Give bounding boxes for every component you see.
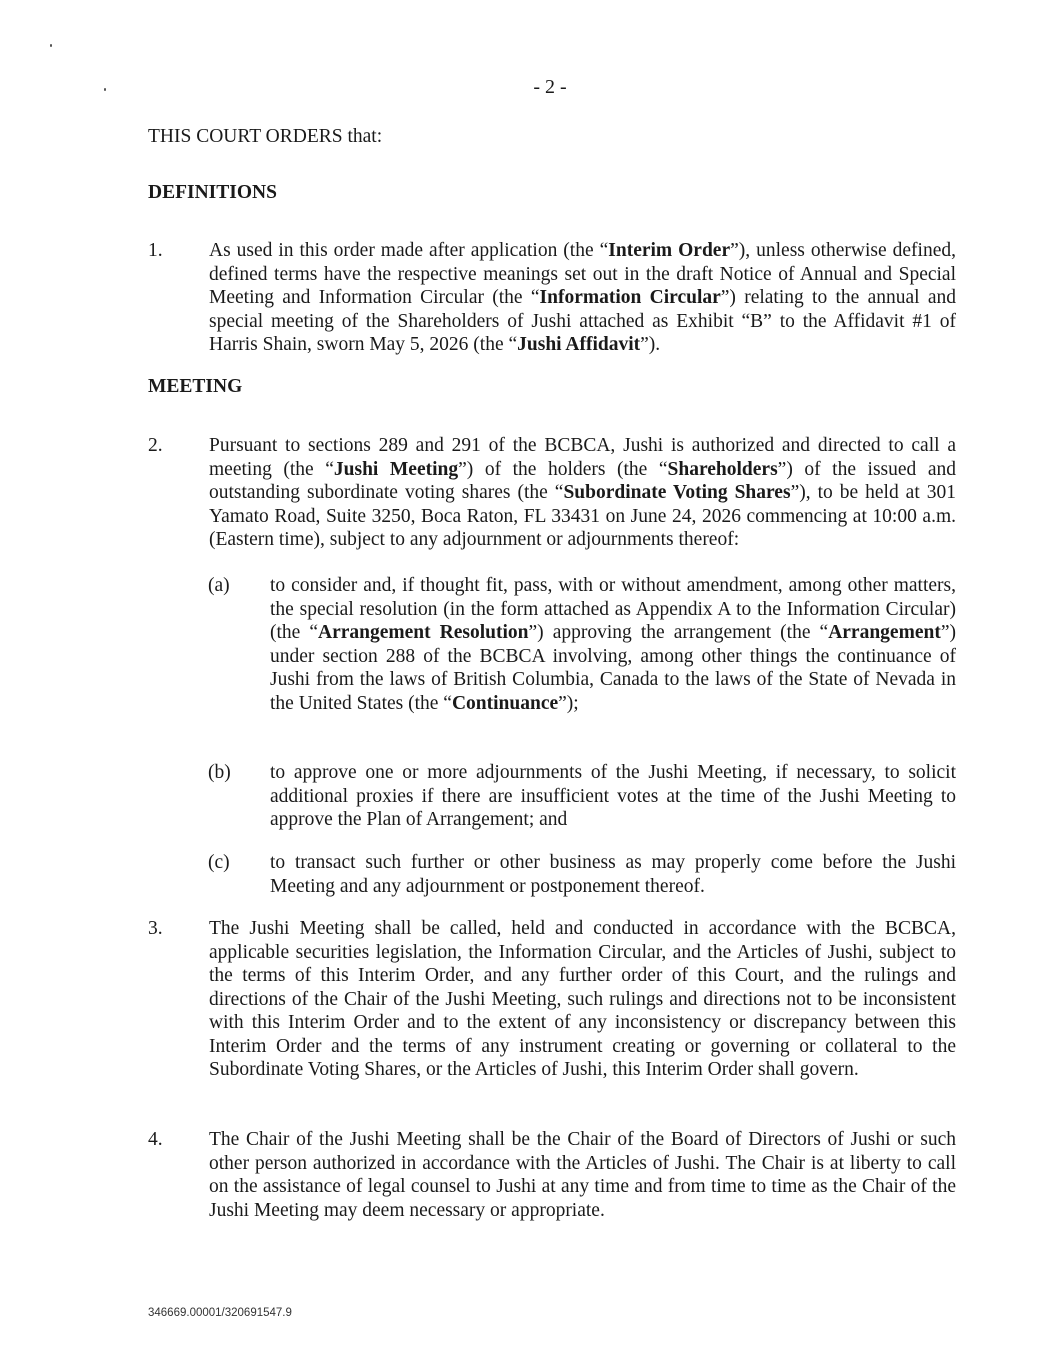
defined-term: Jushi Meeting — [333, 458, 459, 480]
defined-term: Subordinate Voting Shares — [563, 482, 791, 503]
document-reference-footer: 346669.00001/320691547.9 — [148, 1307, 292, 1319]
paragraph-number: 1. — [148, 240, 163, 261]
defined-term: Information Circular — [539, 287, 721, 308]
defined-term: Arrangement Resolution — [318, 622, 529, 643]
subparagraph-number: (b) — [208, 762, 231, 783]
subparagraph-number: (a) — [208, 575, 230, 596]
page-number: - 2 - — [533, 76, 567, 98]
defined-term: Shareholders — [667, 458, 778, 480]
text-run: to consider and, if thought fit, pass, with or without amendment, among other matters, the special resolution (in the form attached as Appendix A to the Information Circular) (the “ — [270, 575, 956, 643]
subparagraph-a — [208, 574, 956, 715]
text-run: ”) approving the arrangement (the “ — [528, 622, 829, 643]
subparagraph-c — [208, 851, 956, 898]
subparagraph-text: to approve one or more adjournments of the Jushi Meeting, if necessary, to solicit additional proxies if there are insufficient votes at the time of the Jushi Meeting to approve the Plan of Arrangement; and — [270, 762, 956, 830]
paragraph-number: 3. — [148, 918, 163, 939]
subparagraph-number: (c) — [208, 852, 230, 873]
scan-speck — [50, 44, 52, 47]
defined-term: Continuance — [451, 692, 559, 714]
subparagraph-text: to transact such further or other business as may properly come before the Jushi Meeting and any adjournment or postponement thereof. — [270, 852, 956, 897]
paragraph-4 — [148, 1128, 956, 1222]
paragraph-text: The Chair of the Jushi Meeting shall be the Chair of the Board of Directors of Jushi or such other person authorized in accordance with the Articles of Jushi. The Chair is at liberty to call on the assistance of legal counsel to Jushi at any time and from time to time as the Chair of the Jushi Meeting may deem necessary or appropriate. — [209, 1129, 956, 1221]
paragraph-number: 4. — [148, 1129, 163, 1150]
paragraph-2 — [148, 434, 956, 552]
paragraph-text — [209, 239, 956, 357]
text-run: ”) relating to the annual and special meeting of the Shareholders of Jushi attached as Exhibit “B” to the Affidavit #1 of Harris Shain, sworn May 5, 2026 (the “ — [209, 287, 956, 355]
heading-meeting: MEETING — [148, 376, 243, 397]
text-run: ”), to be held at 301 Yamato Road, Suite 3250, Boca Raton, FL 33431 on June 24, 2026 commencing at 10:00 a.m. (Eastern time), subject to any adjournment or adjournments thereof: — [209, 482, 956, 550]
paragraph-1 — [148, 239, 956, 357]
text-run: ”) of the holders (the “ — [458, 458, 668, 480]
defined-term: Jushi Affidavit — [517, 334, 641, 355]
paragraph-3 — [148, 917, 956, 1082]
paragraph-text: The Jushi Meeting shall be called, held and conducted in accordance with the BCBCA, applicable securities legislation, the Information Circular, and the Articles of Jushi, subject to the terms of this Interim Order, and any further order of this Court, and the rulings and directions of the Chair of the Jushi Meeting, such rulings and directions not to be inconsistent with this Interim Order and to the extent of any inconsistency or discrepancy between this Interim Order and the terms of any instrument creating or governing or collateral to the Subordinate Voting Shares, or the Articles of Jushi, this Interim Order shall govern. — [209, 918, 956, 1080]
text-run: ”); — [558, 692, 579, 714]
text-run: ”). — [640, 334, 661, 355]
subparagraph-text — [270, 574, 956, 715]
text-run: ”) of the issued and outstanding subordinate voting shares (the “ — [209, 458, 957, 503]
text-run: ”) under section 288 of the BCBCA involving, among other things the continuance of Jushi from the laws of British Columbia, Canada to the laws of the State of Nevada in the United States (the “ — [270, 622, 956, 714]
paragraph-number: 2. — [148, 435, 163, 456]
defined-term: Interim Order — [608, 240, 731, 261]
paragraph-text — [209, 434, 956, 552]
text-run: As used in this order made after application (the “ — [209, 240, 609, 261]
text-run: ”), unless otherwise defined, defined terms have the respective meanings set out in the draft Notice of Annual and Special Meeting and Information Circular (the “ — [209, 240, 956, 308]
heading-definitions: DEFINITIONS — [148, 182, 277, 203]
text-run: Pursuant to sections 289 and 291 of the BCBCA, Jushi is authorized and directed to call a meeting (the “ — [209, 435, 956, 480]
subparagraph-b — [208, 761, 956, 832]
defined-term: Arrangement — [828, 622, 941, 643]
order-lead-in: THIS COURT ORDERS that: — [148, 126, 383, 147]
